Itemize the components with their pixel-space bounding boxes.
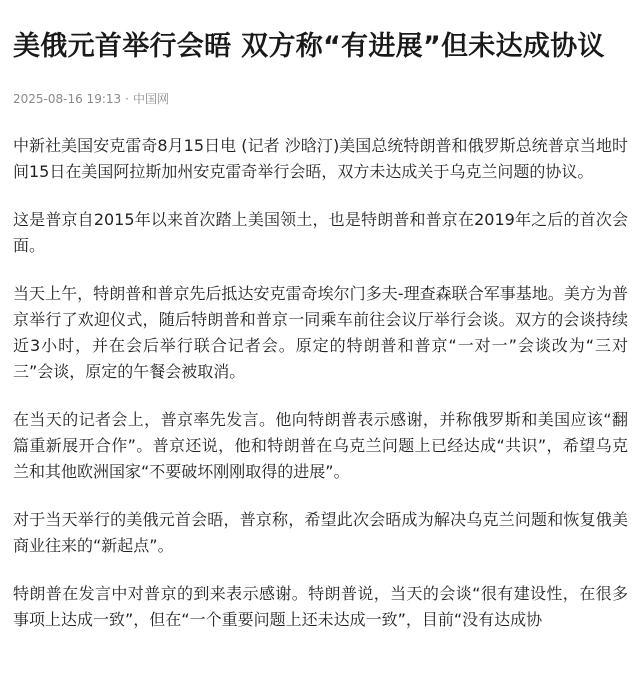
paragraph: 在当天的记者会上，普京率先发言。他向特朗普表示感谢，并称俄罗斯和美国应该“翻篇重新展开合作”。普京还说，他和特朗普在乌克兰问题上已经达成“共识”，希望乌克兰和其他欧洲国家“不要破坏刚刚取得的进展”。 bbox=[13, 410, 628, 481]
article-body bbox=[13, 133, 628, 633]
meta-separator: · bbox=[125, 92, 129, 106]
paragraph: 特朗普在发言中对普京的到来表示感谢。特朗普说，当天的会谈“很有建设性，在很多事项上达成一致”，但在“一个重要问题上还未达成一致”，目前“没有达成协 bbox=[13, 584, 628, 629]
paragraph: 这是普京自2015年以来首次踏上美国领土，也是特朗普和普京在2019年之后的首次会面。 bbox=[13, 210, 628, 255]
publish-date: 2025-08-16 19:13 bbox=[13, 92, 122, 106]
paragraph: 当天上午，特朗普和普京先后抵达安克雷奇埃尔门多夫-理查森联合军事基地。美方为普京举行了欢迎仪式，随后特朗普和普京一同乘车前往会议厅举行会谈。双方的会谈持续近3小时，并在会后举行联合记者会。原定的特朗普和普京“一对一”会谈改为“三对三”会谈，原定的午餐会被取消。 bbox=[13, 284, 628, 381]
paragraph: 中新社美国安克雷奇8月15日电 (记者 沙晗汀)美国总统特朗普和俄罗斯总统普京当地时间15日在美国阿拉斯加州安克雷奇举行会晤，双方未达成关于乌克兰问题的协议。 bbox=[13, 136, 628, 181]
article-source[interactable]: 中国网 bbox=[132, 92, 169, 106]
paragraph: 对于当天举行的美俄元首会晤，普京称，希望此次会晤成为解决乌克兰问题和恢复俄美商业往来的“新起点”。 bbox=[13, 510, 628, 555]
article-title: 美俄元首举行会晤 双方称“有进展”但未达成协议 bbox=[13, 31, 605, 62]
article-meta bbox=[13, 91, 628, 107]
